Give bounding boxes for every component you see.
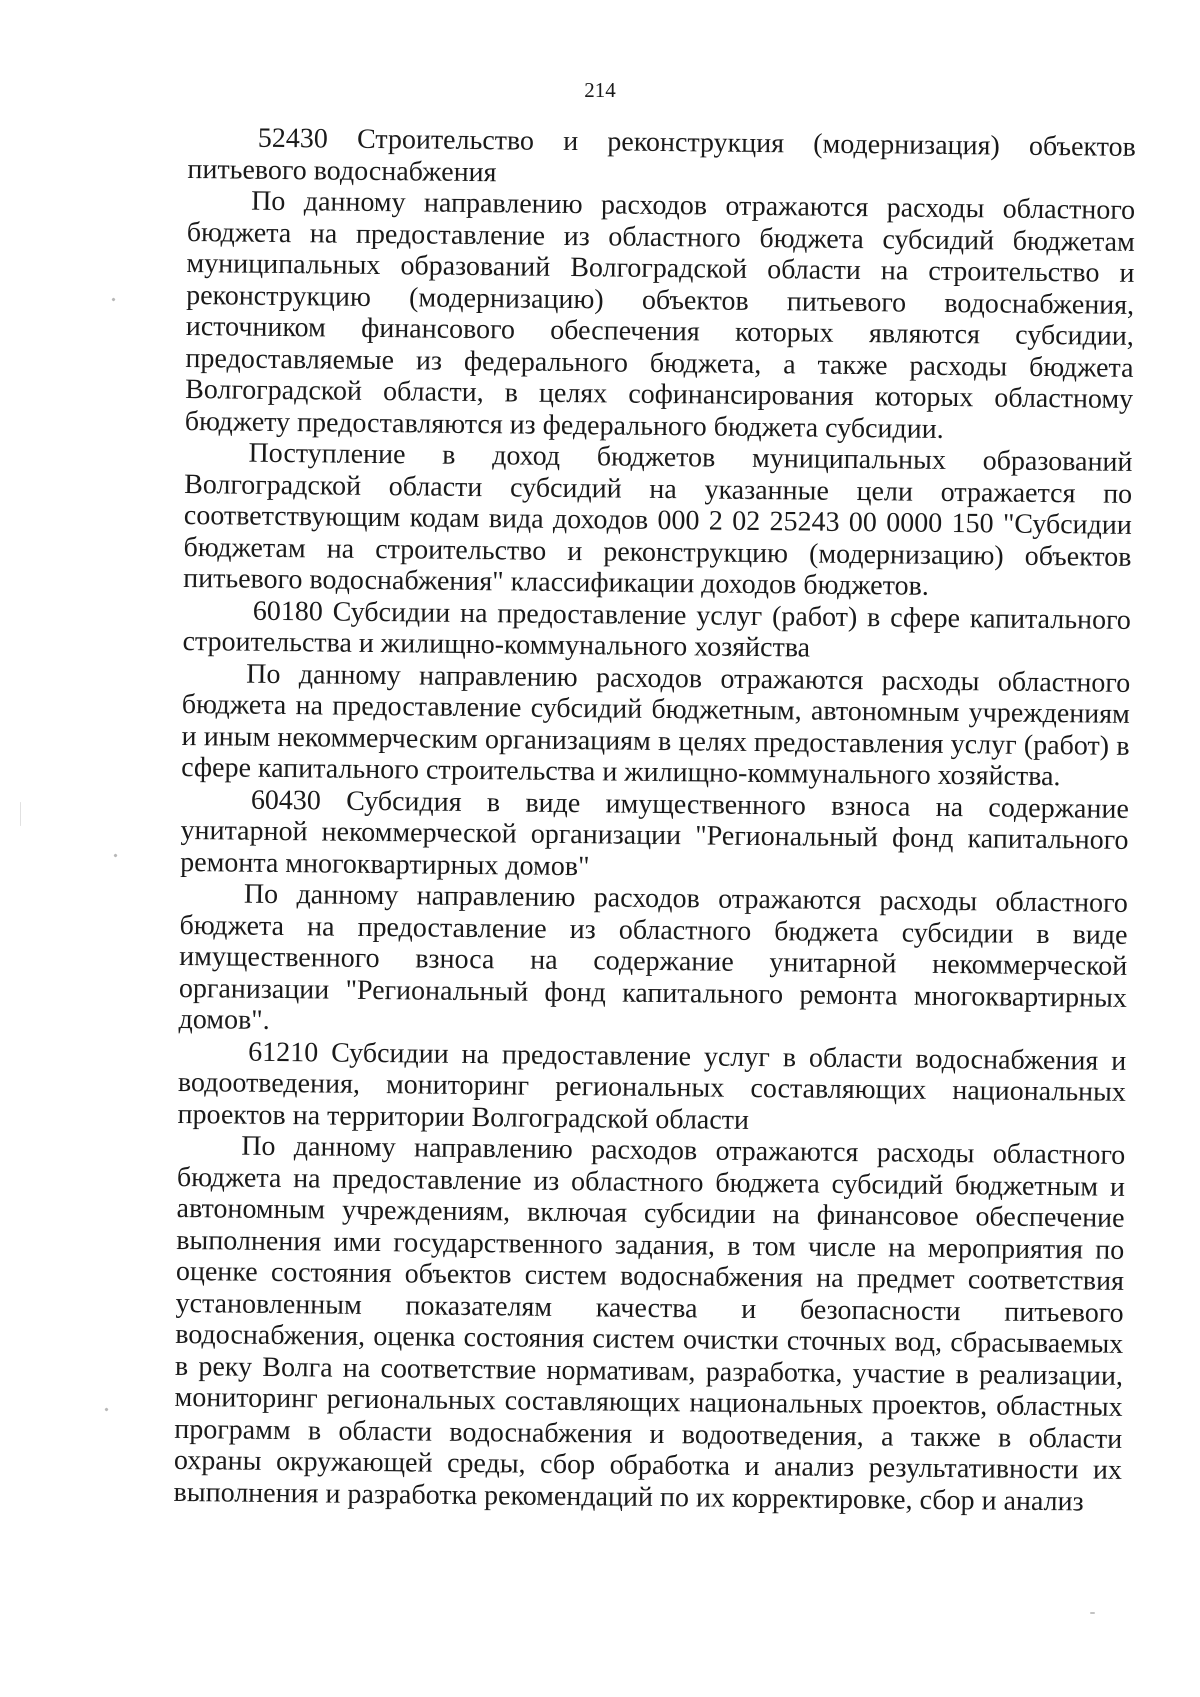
section-heading-52430: 52430 Строительство и реконструкция (модернизация) объектов питьевого водоснабжения — [187, 122, 1136, 188]
page-number: 214 — [584, 78, 616, 102]
scan-speck — [1090, 1612, 1095, 1614]
section-heading-60180: 60180 Субсидии на предоставление услуг (работ) в сфере капитального строительства и жилищно-коммунального хозяйства — [182, 595, 1132, 664]
scan-speck — [113, 853, 117, 857]
paragraph-52430-revenue: Поступление в доход бюджетов муниципальных образований Волгоградской области субсидий на указанные цели отражается по соответствующим кодам вида доходов 000 2 02 25243 00 0000 150 "Субсидии бюджетам на строительство и реконструкцию (модернизацию) объектов питьевого водоснабжения" классификации доходов бюджетов. — [183, 437, 1133, 602]
paragraph-52430-description: По данному направлению расходов отражаются расходы областного бюджета на предоставление из областного бюджета субсидий бюджетам муниципальных образований Волгоградской области на строительство и реконструкцию (модернизацию) объектов питьевого водоснабжения, источником финансового обеспечения которых являются субсидии, предоставляемые из федерального бюджета, а также расходы бюджета Волгоградской области, в целях софинансирования которых областному бюджету предоставляются из федерального бюджета субсидии. — [184, 185, 1136, 445]
scan-speck — [111, 297, 115, 301]
document-body — [173, 122, 1135, 1518]
paragraph-61210-description: По данному направлению расходов отражаются расходы областного бюджета на предоставление из областного бюджета субсидий бюджетным и автономным учреждениям, включая субсидии на финансовое обеспечение выполнения ими государственного задания, в том числе на мероприятия по оценке состояния объектов систем водоснабжения на предмет соответствия установленным показателям качества и безопасности питьевого водоснабжения, оценка состояния систем очистки сточных вод, сбрасываемых в реку Волга на соответствие нормативам, разработка, участие в реализации, мониторинг региональных составляющих национальных проектов, областных программ в области водоснабжения и водоотведения, а также в области охраны окружающей среды, сбор обработка и анализ результативности их выполнения и разработка рекомендаций по их корректировке, сбор и анализ — [173, 1130, 1126, 1517]
scan-speck — [20, 802, 21, 826]
paragraph-60180-description: По данному направлению расходов отражаются расходы областного бюджета на предоставление субсидий бюджетным, автономным учреждениям и иным некоммерческим организациям в целях предоставления услуг (работ) в сфере капитального строительства и жилищно-коммунального хозяйства. — [181, 658, 1131, 793]
paragraph-60430-description: По данному направлению расходов отражаются расходы областного бюджета на предоставление из областного бюджета субсидии в виде имущественного взноса на содержание унитарной некоммерческой организации "Региональный фонд капитального ремонта многоквартирных домов". — [178, 878, 1129, 1036]
scan-speck — [104, 1407, 108, 1411]
section-heading-61210: 61210 Субсидии на предоставление услуг в области водоснабжения и водоотведения, мониторинг региональных составляющих национальных проектов на территории Волгоградской области — [177, 1036, 1127, 1136]
section-heading-60430: 60430 Субсидия в виде имущественного взноса на содержание унитарной некоммерческой организации "Региональный фонд капитального ремонта многоквартирных домов" — [180, 784, 1130, 882]
